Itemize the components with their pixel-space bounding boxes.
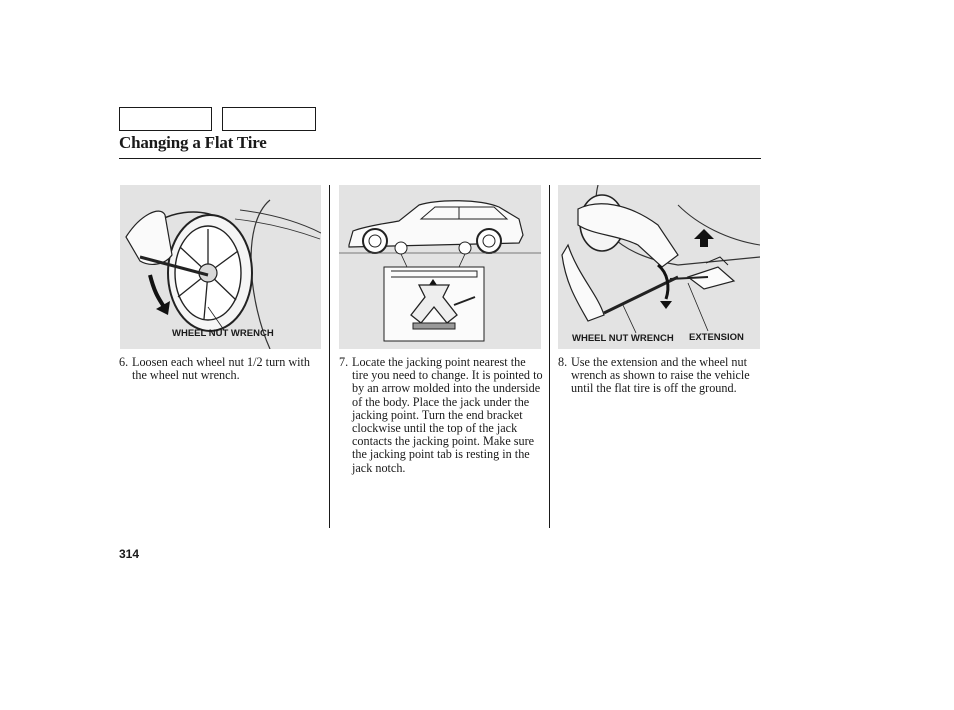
figure-jacking-point [339, 185, 541, 349]
step-6 [119, 356, 319, 382]
wheel-wrench-illustration [120, 185, 321, 349]
car-jack-illustration [339, 185, 541, 349]
step-8 [558, 356, 758, 396]
wheel-nut-wrench-label: WHEEL NUT WRENCH [572, 333, 674, 344]
column-divider-2 [549, 185, 550, 528]
figure-loosen-wheel-nuts [120, 185, 321, 349]
nav-tab-box-2[interactable] [222, 107, 316, 131]
page-number: 314 [119, 547, 140, 561]
wheel-nut-wrench-label: WHEEL NUT WRENCH [172, 328, 274, 339]
step-text: Loosen each wheel nut 1/2 turn with the wheel nut wrench. [132, 355, 311, 383]
jack-extension-illustration [558, 185, 760, 349]
nav-tab-box-1[interactable] [119, 107, 212, 131]
step-number: 7. [339, 355, 349, 369]
step-number: 6. [119, 355, 129, 369]
step-7 [339, 356, 543, 475]
column-divider-1 [329, 185, 330, 528]
extension-label: EXTENSION [689, 332, 744, 343]
title-rule [119, 158, 761, 159]
page-title: Changing a Flat Tire [119, 133, 267, 152]
step-number: 8. [558, 355, 568, 369]
figure-raise-vehicle [558, 185, 760, 349]
step-text: Locate the jacking point nearest the tire you need to change. It is pointed to by an arrow molded into the underside of the body. Place the jack under the jacking point. Turn the end bracket clockwise until the top of the jack contacts the jacking point. Make sure the jacking point tab is resting in the jack notch. [352, 355, 543, 475]
step-text: Use the extension and the wheel nut wrench as shown to raise the vehicle until the flat tire is off the ground. [571, 355, 750, 396]
